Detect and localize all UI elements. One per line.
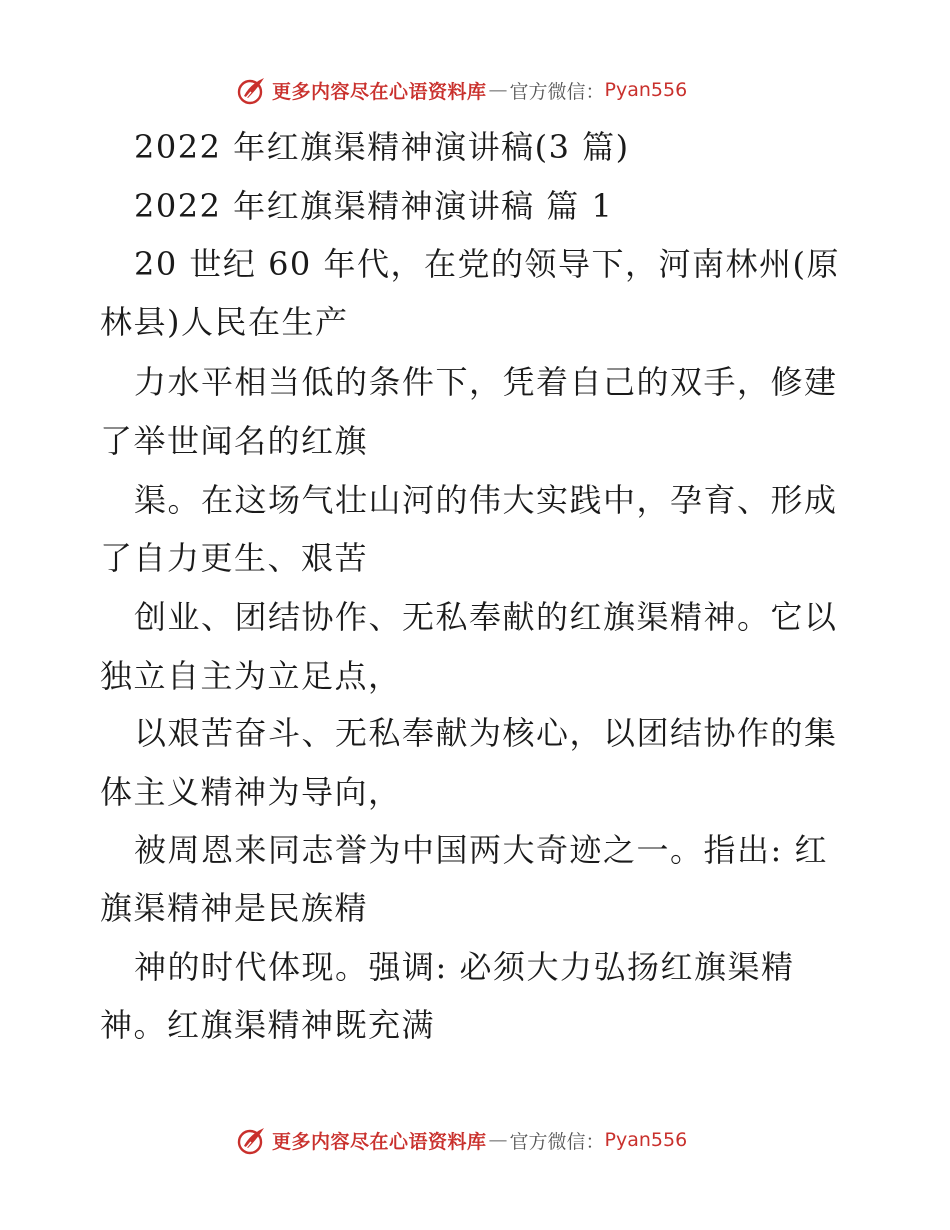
banner-dash: —: [488, 79, 508, 101]
paragraph-line: 体主义精神为导向，: [100, 773, 402, 811]
banner-wechat-id: Pyan556: [604, 79, 688, 101]
paragraph-line: 了举世闻名的红旗: [100, 422, 369, 460]
footer-watermark: [236, 1122, 756, 1158]
paragraph-line: 以艰苦奋斗、无私奉献为核心，以团结协作的集: [134, 714, 838, 752]
banner-label: 官方微信：: [509, 80, 605, 103]
banner-brand: 更多内容尽在心语资料库: [272, 1130, 487, 1153]
banner-label: 官方微信：: [509, 1130, 605, 1153]
paragraph-line: 渠。在这场气壮山河的伟大实践中，孕育、形成: [134, 481, 838, 519]
quill-logo-icon: [236, 1124, 268, 1156]
banner-dash: —: [488, 1129, 508, 1151]
banner-brand: 更多内容尽在心语资料库: [272, 80, 487, 103]
paragraph-line: 神的时代体现。强调: 必须大力弘扬红旗渠精: [134, 948, 795, 986]
paragraph-line: 被周恩来同志誉为中国两大奇迹之一。指出: 红: [134, 831, 828, 869]
paragraph-line: 独立自主为立足点，: [100, 657, 402, 695]
banner-wechat-id: Pyan556: [604, 1129, 688, 1151]
paragraph-line: 了自力更生、艰苦: [100, 539, 369, 577]
document-title: 2022 年红旗渠精神演讲稿(3 篇): [134, 128, 630, 166]
paragraph-line: 林县)人民在生产: [100, 303, 349, 341]
header-watermark: [236, 72, 756, 108]
section-heading: 2022 年红旗渠精神演讲稿 篇 1: [134, 187, 614, 225]
paragraph-line: 创业、团结协作、无私奉献的红旗渠精神。它以: [134, 598, 838, 636]
paragraph-line: 20 世纪 60 年代，在党的领导下，河南林州(原: [134, 245, 840, 283]
paragraph-line: 力水平相当低的条件下，凭着自己的双手，修建: [134, 363, 838, 401]
paragraph-line: 旗渠精神是民族精: [100, 889, 369, 927]
paragraph-line: 神。红旗渠精神既充满: [100, 1006, 436, 1044]
quill-logo-icon: [236, 74, 268, 106]
